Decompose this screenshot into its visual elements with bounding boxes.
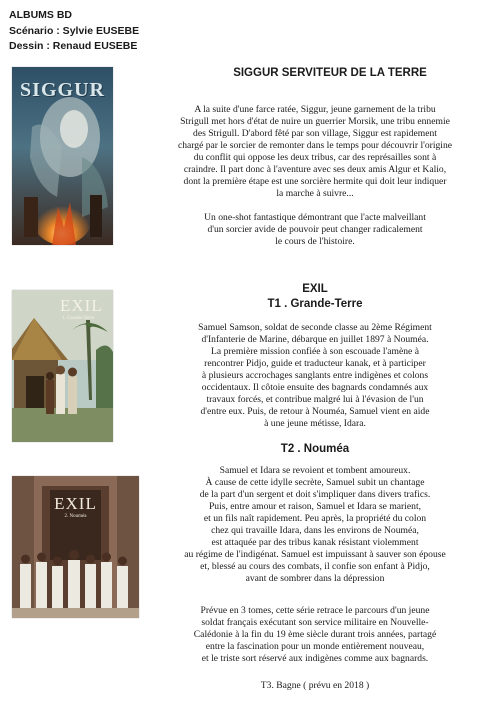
exil-t1-line: rencontrer Pidjo, guide et traducteur kanak, et à participer (204, 358, 426, 370)
exil-t2-cover (12, 476, 139, 618)
exil-t2-line: chez qui travaille Idara, dans les environs de Nouméa, (211, 525, 419, 537)
exil-series-title: EXIL (302, 283, 328, 295)
exil-t2-line: avant de sombrer dans la dépression (245, 573, 385, 585)
exil-t2-line: et un fils naît rapidement. Peu après, la propriété du colon (203, 513, 427, 525)
exil-t2-line: est attaquée par des tribus kanak résistant violemment (211, 537, 419, 549)
siggur-synopsis (150, 104, 480, 200)
exil-series-text (150, 605, 480, 665)
siggur-pitch-line: d'un sorcier avide de pouvoir peut changer radicalement (207, 224, 423, 236)
exil-t2-title: T2 . Nouméa (280, 443, 350, 455)
siggur-cover (12, 67, 113, 245)
exil-t2-line: de la part d'un sergent et doit s'impliquer dans divers trafics. (199, 489, 431, 501)
exil-series-line: Prévue en 3 tomes, cette série retrace le parcours d'un jeune (200, 605, 430, 616)
siggur-cover-title: SIGGUR (20, 79, 105, 101)
scenario-credit: Scénario : Sylvie EUSEBE (9, 24, 140, 37)
siggur-synopsis-line: dont la première étape est une sorcière hermite qui doit leur indiquer (183, 176, 447, 188)
siggur-title: SIGGUR SERVITEUR DE LA TERRE (233, 67, 427, 79)
exil-t1-line: à plusieurs accrochages sanglants entre indigènes et colons (201, 370, 429, 382)
exil-t1-text (150, 322, 480, 430)
exil-series-line: et le triste sort réservé aux indigènes comme aux bagnards. (201, 653, 429, 665)
exil-t2-line: À cause de cette idylle secrète, Samuel subit un chantage (205, 477, 425, 489)
exil-t2-text (150, 465, 480, 585)
exil-t1-line: Samuel Samson, soldat de seconde classe au 2ème Régiment (198, 322, 432, 333)
exil-t1-cover-subtitle: 1. Grande-Terre (62, 316, 94, 321)
siggur-synopsis-line: des Strigull. D'abord fêté par son village, Siggur est rapidement (193, 128, 437, 140)
exil-series-line: soldat français exécutant son service militaire en Nouvelle- (201, 617, 429, 629)
exil-series-line: Calédonie à la fin du 19 ème siècle durant trois années, partagé (193, 629, 437, 641)
exil-t1-line: d'Infanterie de Marine, débarque en juillet 1897 à Nouméa. (201, 334, 429, 346)
exil-series-line: entre la fascination pour un monde entièrement nouveau, (205, 641, 425, 653)
siggur-pitch (150, 212, 480, 248)
siggur-synopsis-line: la marche à suivre... (276, 188, 354, 200)
drawing-credit: Dessin : Renaud EUSEBE (9, 40, 138, 52)
exil-t1-cover (12, 290, 113, 442)
siggur-synopsis-line: du conflit qui oppose les deux tribus, car des représailles sont à (193, 152, 437, 164)
exil-t1-line: travaux forcés, et contribue malgré lui à l'évasion de l'un (206, 394, 424, 406)
exil-t1-line: à une jeune métisse, Idara. (264, 418, 366, 430)
exil-t2-line: au régime de l'indigénat. Samuel est impuissant à sauver son épouse (184, 549, 446, 561)
siggur-pitch-line: le cours de l'histoire. (275, 236, 355, 248)
exil-t1-line: La première mission confiée à son escouade l'amène à (211, 346, 419, 358)
siggur-synopsis-line: chargé par le sorcier de remonter dans le temps pour découvrir l'origine (177, 140, 453, 152)
exil-t1-line: d'entre eux. Puis, de retour à Nouméa, Samuel vient en aide (200, 406, 430, 418)
credits-header (9, 8, 139, 55)
siggur-synopsis-line: A la suite d'une farce ratée, Siggur, jeune garnement de la tribu (194, 104, 436, 115)
exil-t1-line: occidentaux. Il côtoie ensuite des bagnards condamnés aux (201, 382, 429, 394)
siggur-synopsis-line: Strigull met hors d'état de nuire un guerrier Morsik, une tribu ennemie (180, 116, 450, 128)
exil-t1-title: T1 . Grande-Terre (267, 298, 363, 310)
exil-t2-line: Puis, entre amour et raison, Samuel et Idara se marient, (208, 501, 422, 513)
siggur-pitch-line: Un one-shot fantastique démontrant que l'acte malveillant (204, 212, 426, 223)
exil-t2-cover-subtitle: 2. Nouméa (64, 514, 87, 519)
exil-t3-note: T3. Bagne ( prévu en 2018 ) (260, 680, 370, 691)
exil-t2-line: et, blessé au cours des combats, il confie son enfant à Pidjo, (200, 561, 430, 573)
albums-label: ALBUMS BD (9, 9, 72, 21)
exil-t1-cover-title: EXIL (60, 296, 103, 315)
exil-t2-line: Samuel et Idara se revoient et tombent amoureux. (219, 465, 411, 476)
siggur-synopsis-line: craindre. Il part donc à l'aventure avec ses deux amis Algur et Kalio, (183, 164, 447, 176)
exil-t2-cover-title: EXIL (54, 494, 97, 513)
